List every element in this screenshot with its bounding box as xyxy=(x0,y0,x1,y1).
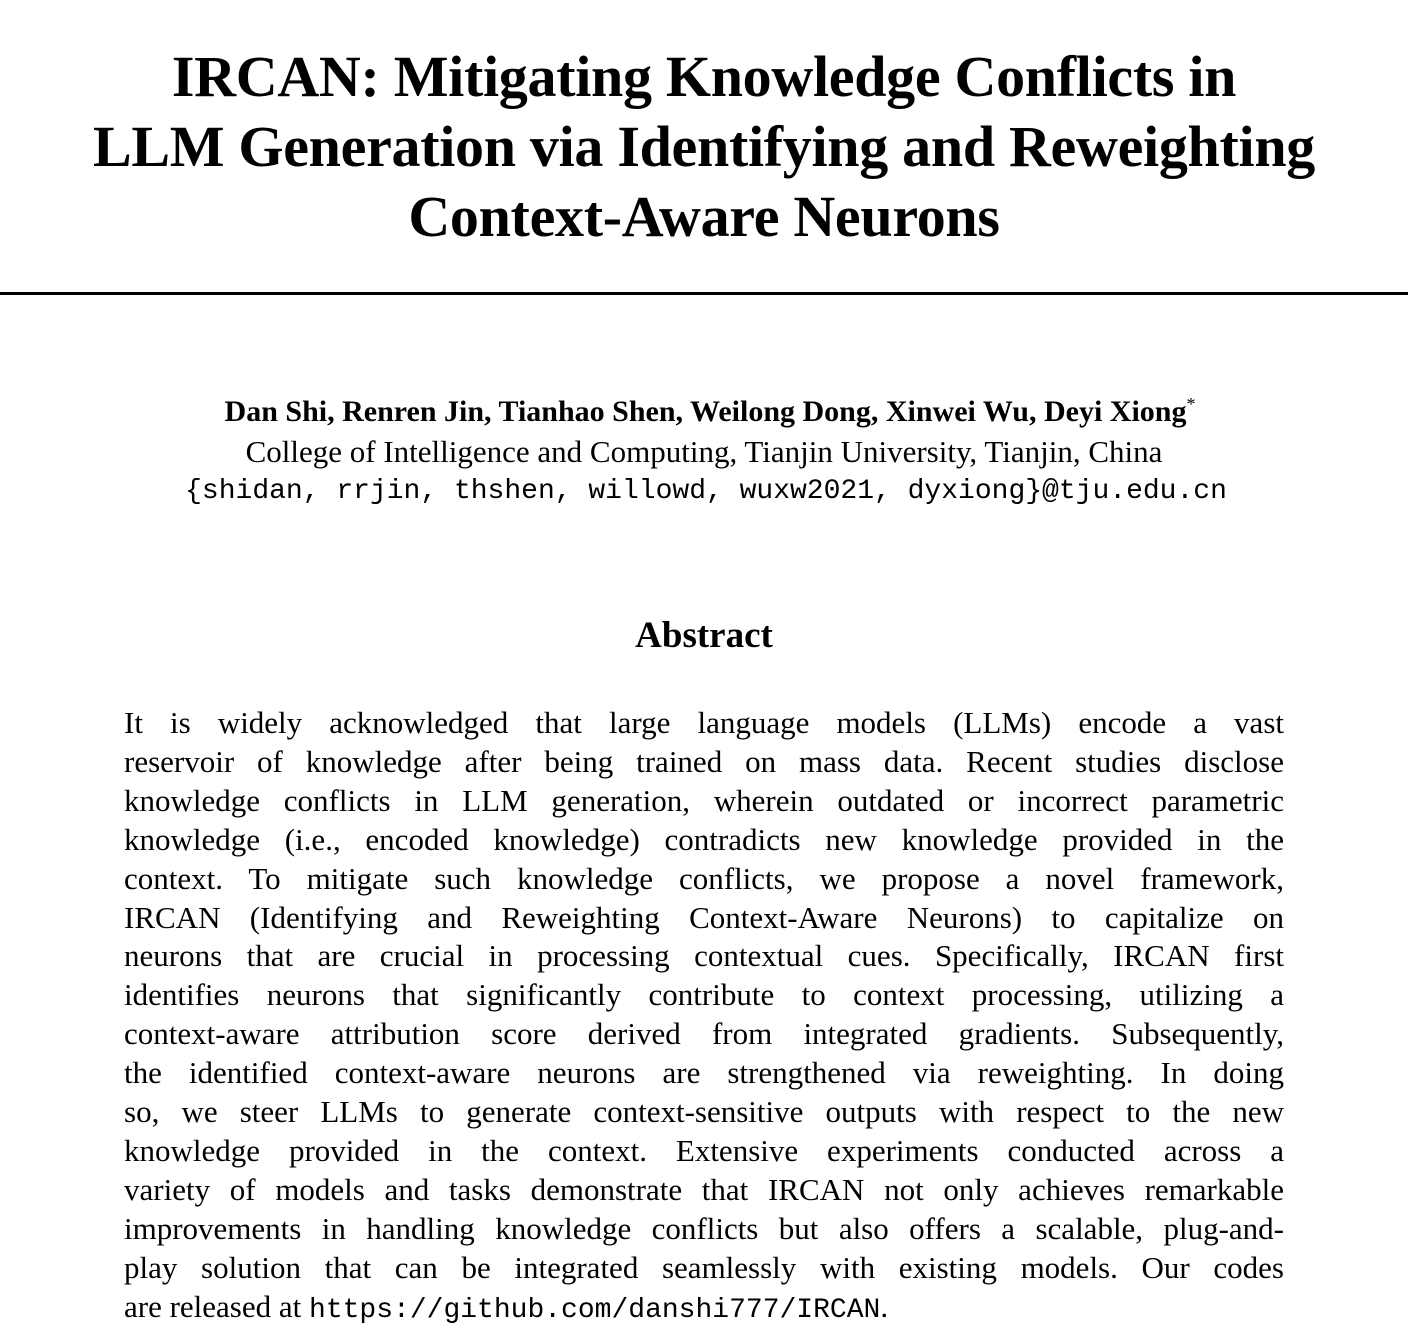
author-emails: {shidan, rrjin, thshen, willowd, wuxw2021, dyxiong}@tju.edu.cn xyxy=(185,476,1227,507)
abstract-line: It is widely acknowledged that large language models (LLMs) encode a vast xyxy=(124,705,1284,740)
abstract-line: knowledge provided in the context. Extensive experiments conducted across a xyxy=(124,1132,1284,1168)
abstract-line: so, we steer LLMs to generate context-sensitive outputs with respect to the new xyxy=(124,1094,1284,1130)
abstract-final-line xyxy=(124,1288,1284,1331)
author-list xyxy=(0,392,1408,432)
author-names: Dan Shi, Renren Jin, Tianhao Shen, Weilong Dong, Xinwei Wu, Deyi Xiong xyxy=(224,395,1187,428)
title-line-2: LLM Generation via Identifying and Reweighting xyxy=(93,114,1315,179)
title-line-3: Context-Aware Neurons xyxy=(408,184,1000,249)
abstract-line: play solution that can be integrated seamlessly with existing models. Our codes xyxy=(124,1249,1284,1285)
paper-title xyxy=(0,42,1408,252)
abstract-line: neurons that are crucial in processing contextual cues. Specifically, IRCAN first xyxy=(124,938,1284,974)
abstract-line: reservoir of knowledge after being trained on mass data. Recent studies disclose xyxy=(124,743,1284,779)
abstract-line: knowledge conflicts in LLM generation, wherein outdated or incorrect parametric xyxy=(124,782,1284,818)
abstract-line: the identified context-aware neurons are strengthened via reweighting. In doing xyxy=(124,1055,1284,1091)
title-rule xyxy=(0,292,1408,295)
author-block xyxy=(0,392,1408,512)
code-url-link[interactable]: https://github.com/danshi777/IRCAN xyxy=(309,1294,881,1326)
abstract-line: knowledge (i.e., encoded knowledge) contradicts new knowledge provided in the xyxy=(124,821,1284,857)
corresponding-author-mark: * xyxy=(1186,394,1196,414)
abstract-heading: Abstract xyxy=(635,615,773,656)
abstract-line: improvements in handling knowledge conflicts but also offers a scalable, plug-and- xyxy=(124,1210,1284,1246)
final-line-prefix: are released at xyxy=(124,1288,310,1324)
abstract-line: identifies neurons that significantly contribute to context processing, utilizing a xyxy=(124,977,1284,1013)
abstract-line: IRCAN (Identifying and Reweighting Context-Aware Neurons) to capitalize on xyxy=(124,899,1284,935)
abstract-line: context. To mitigate such knowledge conflicts, we propose a novel framework, xyxy=(124,860,1284,896)
affiliation: College of Intelligence and Computing, Tianjin University, Tianjin, China xyxy=(245,434,1163,469)
title-line-1: IRCAN: Mitigating Knowledge Conflicts in xyxy=(171,44,1237,109)
abstract-line: variety of models and tasks demonstrate that IRCAN not only achieves remarkable xyxy=(124,1171,1284,1207)
final-line-suffix: . xyxy=(880,1288,889,1324)
abstract-body xyxy=(124,704,1284,1331)
abstract-line: context-aware attribution score derived from integrated gradients. Subsequently, xyxy=(124,1016,1284,1052)
